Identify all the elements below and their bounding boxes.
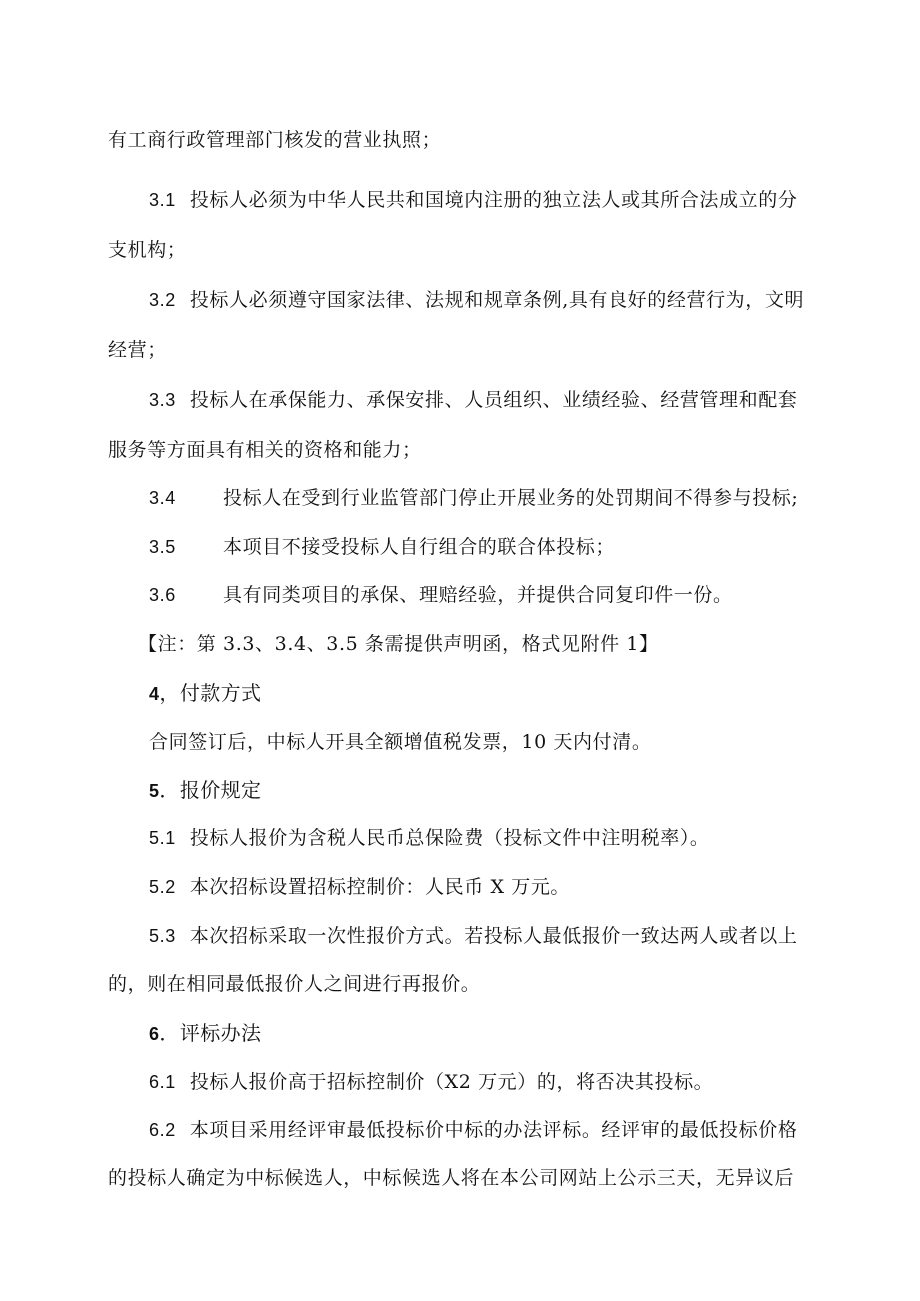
clause-number: 5.2	[149, 877, 176, 897]
clause-text: 投标人在受到行业监管部门停止开展业务的处罚期间不得参与投标;	[223, 487, 799, 509]
clause-3-6	[149, 583, 733, 607]
clause-text: 投标人必须遵守国家法律、法规和规章条例,具有良好的经营行为，文明	[189, 289, 805, 311]
clause-text: 投标人报价高于招标控制价（X2 万元）的，将否决其投标。	[189, 1071, 714, 1093]
clause-number: 6.1	[149, 1072, 176, 1092]
clause-5-2	[149, 875, 570, 899]
clause-3-3-continued	[108, 438, 422, 462]
clause-text: 经营；	[108, 339, 167, 361]
clause-number: 5.1	[149, 828, 176, 848]
clause-3-3	[149, 388, 797, 412]
clause-6-2	[149, 1118, 797, 1142]
section-number: 5	[149, 781, 160, 801]
clause-text: 服务等方面具有相关的资格和能力；	[108, 439, 422, 461]
clause-3-2	[149, 288, 804, 312]
clause-3-4	[149, 486, 798, 510]
clause-number: 5.3	[149, 926, 176, 946]
clause-number: 3.1	[149, 190, 176, 210]
paragraph-continuation	[108, 128, 441, 152]
clause-5-3-continued	[108, 972, 480, 996]
clause-3-1	[149, 188, 797, 212]
section-title: ．评标办法	[159, 1021, 262, 1045]
clause-6-2-continued	[108, 1166, 794, 1190]
section-heading-4	[149, 681, 261, 706]
note-text: 【注：第 3.3、3.4、3.5 条需提供声明函，格式见附件 1】	[138, 633, 659, 655]
clause-text: 的投标人确定为中标候选人，中标候选人将在本公司网站上公示三天，无异议后	[108, 1167, 795, 1189]
section-heading-6	[149, 1021, 261, 1046]
clause-3-1-continued	[108, 238, 186, 262]
paragraph-4	[149, 730, 651, 754]
clause-text: 投标人必须为中华人民共和国境内注册的独立法人或其所合法成立的分	[189, 189, 798, 211]
clause-text: 投标人在承保能力、承保安排、人员组织、业绩经验、经营管理和配套	[189, 389, 798, 411]
clause-text: 支机构；	[108, 239, 187, 261]
paragraph-text: 合同签订后，中标人开具全额增值税发票，10 天内付清。	[149, 731, 652, 753]
clause-number: 3.5	[149, 537, 176, 557]
clause-5-1	[149, 826, 710, 850]
section-title: ，付款方式	[159, 681, 262, 705]
clause-number: 6.2	[149, 1120, 176, 1140]
clause-number: 3.2	[149, 290, 176, 310]
clause-text: 具有同类项目的承保、理赔经验，并提供合同复印件一份。	[223, 584, 733, 606]
section-number: 6	[149, 1024, 160, 1044]
clause-text: 的，则在相同最低报价人之间进行再报价。	[108, 973, 481, 995]
clause-text: 本次招标设置招标控制价：人民币 X 万元。	[189, 876, 571, 898]
clause-5-3	[149, 924, 797, 948]
clause-text: 本次招标采取一次性报价方式。若投标人最低报价一致达两人或者以上	[189, 925, 798, 947]
section-heading-5	[149, 778, 261, 803]
clause-number: 3.6	[149, 585, 176, 605]
section-number: 4	[149, 684, 160, 704]
clause-text: 本项目不接受投标人自行组合的联合体投标；	[223, 536, 616, 558]
clause-3-5	[149, 535, 615, 559]
clause-6-1	[149, 1070, 713, 1094]
clause-number: 3.4	[149, 488, 176, 508]
text-line: 有工商行政管理部门核发的营业执照；	[108, 129, 442, 151]
clause-3-2-continued	[108, 338, 167, 362]
clause-number: 3.3	[149, 390, 176, 410]
clause-text: 投标人报价为含税人民币总保险费（投标文件中注明税率）。	[189, 827, 710, 849]
clause-text: 本项目采用经评审最低投标价中标的办法评标。经评审的最低投标价格	[189, 1119, 798, 1141]
section-title: ．报价规定	[159, 778, 262, 802]
note-line	[138, 632, 659, 656]
